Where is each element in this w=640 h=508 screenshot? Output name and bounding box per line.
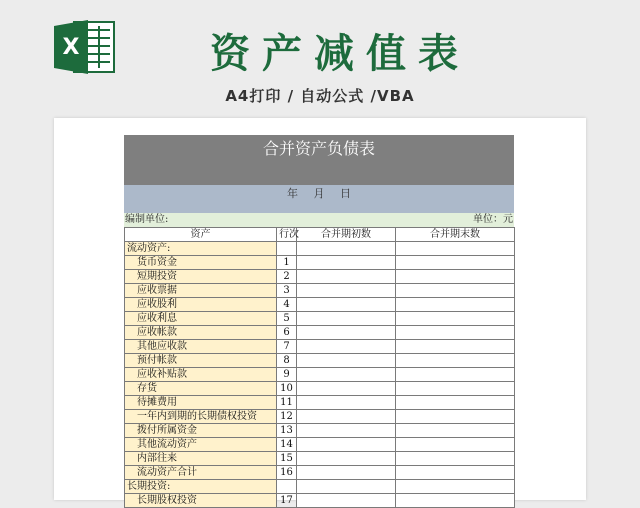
row-asset-name: 其他流动资产 <box>125 438 277 452</box>
row-line-number: 16 <box>277 466 297 480</box>
table-header-row <box>125 228 515 242</box>
row-asset-name: 流动资产: <box>125 242 277 256</box>
row-asset-name: 应收利息 <box>125 312 277 326</box>
row-opening-cell[interactable] <box>297 410 396 424</box>
svg-text:X: X <box>62 35 80 60</box>
row-asset-name: 其他应收款 <box>125 340 277 354</box>
row-opening-cell[interactable] <box>297 354 396 368</box>
row-asset-name: 待摊费用 <box>125 396 277 410</box>
row-closing-cell[interactable] <box>396 242 515 256</box>
table-row <box>125 284 515 298</box>
table-row <box>125 410 515 424</box>
row-asset-name: 预付帐款 <box>125 354 277 368</box>
row-opening-cell[interactable] <box>297 424 396 438</box>
page-title: 资产减值表 <box>210 31 470 77</box>
row-closing-cell[interactable] <box>396 368 515 382</box>
row-opening-cell[interactable] <box>297 480 396 494</box>
row-opening-cell[interactable] <box>297 396 396 410</box>
row-asset-name: 应收帐款 <box>125 326 277 340</box>
row-opening-cell[interactable] <box>297 466 396 480</box>
row-asset-name: 存货 <box>125 382 277 396</box>
row-opening-cell[interactable] <box>297 270 396 284</box>
row-line-number: 3 <box>277 284 297 298</box>
table-row <box>125 466 515 480</box>
row-line-number: 11 <box>277 396 297 410</box>
column-header-closing: 合并期末数 <box>396 228 515 242</box>
row-opening-cell[interactable] <box>297 256 396 270</box>
row-line-number: 17 <box>277 494 297 508</box>
row-closing-cell[interactable] <box>396 466 515 480</box>
table-row <box>125 340 515 354</box>
row-closing-cell[interactable] <box>396 424 515 438</box>
row-line-number: 8 <box>277 354 297 368</box>
row-line-number: 10 <box>277 382 297 396</box>
row-closing-cell[interactable] <box>396 312 515 326</box>
row-opening-cell[interactable] <box>297 382 396 396</box>
column-header-asset: 资产 <box>125 228 277 242</box>
row-opening-cell[interactable] <box>297 368 396 382</box>
row-asset-name: 一年内到期的长期债权投资 <box>125 410 277 424</box>
row-closing-cell[interactable] <box>396 382 515 396</box>
row-opening-cell[interactable] <box>297 326 396 340</box>
row-closing-cell[interactable] <box>396 340 515 354</box>
row-line-number <box>277 480 297 494</box>
row-closing-cell[interactable] <box>396 438 515 452</box>
row-asset-name: 流动资产合计 <box>125 466 277 480</box>
row-line-number: 4 <box>277 298 297 312</box>
table-row <box>125 368 515 382</box>
row-line-number: 7 <box>277 340 297 354</box>
table-row <box>125 438 515 452</box>
table-row <box>125 298 515 312</box>
sheet-preview <box>54 118 586 506</box>
row-closing-cell[interactable] <box>396 494 515 508</box>
sheet-title: 合并资产负债表 <box>124 135 514 185</box>
row-line-number: 12 <box>277 410 297 424</box>
row-closing-cell[interactable] <box>396 452 515 466</box>
row-line-number: 2 <box>277 270 297 284</box>
row-closing-cell[interactable] <box>396 354 515 368</box>
info-band <box>124 213 514 227</box>
row-line-number: 9 <box>277 368 297 382</box>
row-line-number: 6 <box>277 326 297 340</box>
row-opening-cell[interactable] <box>297 452 396 466</box>
row-asset-name: 应收补贴款 <box>125 368 277 382</box>
balance-sheet <box>124 135 514 508</box>
compiler-label: 编制单位: <box>125 214 169 225</box>
balance-table <box>124 227 515 508</box>
row-closing-cell[interactable] <box>396 410 515 424</box>
table-row <box>125 452 515 466</box>
table-row <box>125 354 515 368</box>
row-asset-name: 应收股利 <box>125 298 277 312</box>
row-line-number: 5 <box>277 312 297 326</box>
row-opening-cell[interactable] <box>297 312 396 326</box>
date-band <box>124 185 514 213</box>
row-opening-cell[interactable] <box>297 438 396 452</box>
row-asset-name: 内部往来 <box>125 452 277 466</box>
row-asset-name: 货币资金 <box>125 256 277 270</box>
page-subtitle: A4打印 / 自动公式 /VBA <box>225 87 415 105</box>
row-asset-name: 拨付所属资金 <box>125 424 277 438</box>
row-line-number: 13 <box>277 424 297 438</box>
column-header-line: 行次 <box>277 228 297 242</box>
row-closing-cell[interactable] <box>396 298 515 312</box>
table-row <box>125 326 515 340</box>
table-row <box>125 256 515 270</box>
row-line-number <box>277 242 297 256</box>
row-asset-name: 长期股权投资 <box>125 494 277 508</box>
unit-label: 单位：元 <box>473 214 513 225</box>
column-header-opening: 合并期初数 <box>297 228 396 242</box>
row-asset-name: 应收票据 <box>125 284 277 298</box>
row-opening-cell[interactable] <box>297 284 396 298</box>
row-asset-name: 短期投资 <box>125 270 277 284</box>
row-closing-cell[interactable] <box>396 270 515 284</box>
row-line-number: 14 <box>277 438 297 452</box>
table-row <box>125 396 515 410</box>
table-row <box>125 242 515 256</box>
table-row <box>125 480 515 494</box>
row-opening-cell[interactable] <box>297 494 396 508</box>
row-closing-cell[interactable] <box>396 284 515 298</box>
row-opening-cell[interactable] <box>297 242 396 256</box>
table-row <box>125 424 515 438</box>
row-closing-cell[interactable] <box>396 256 515 270</box>
row-opening-cell[interactable] <box>297 340 396 354</box>
date-year-label: 年 <box>287 187 298 200</box>
table-row <box>125 382 515 396</box>
row-asset-name: 长期投资: <box>125 480 277 494</box>
date-day-label: 日 <box>340 187 351 200</box>
row-closing-cell[interactable] <box>396 480 515 494</box>
table-row <box>125 494 515 508</box>
table-row <box>125 312 515 326</box>
row-closing-cell[interactable] <box>396 326 515 340</box>
row-line-number: 1 <box>277 256 297 270</box>
date-month-label: 月 <box>313 187 325 200</box>
row-line-number: 15 <box>277 452 297 466</box>
row-opening-cell[interactable] <box>297 298 396 312</box>
table-row <box>125 270 515 284</box>
row-closing-cell[interactable] <box>396 396 515 410</box>
